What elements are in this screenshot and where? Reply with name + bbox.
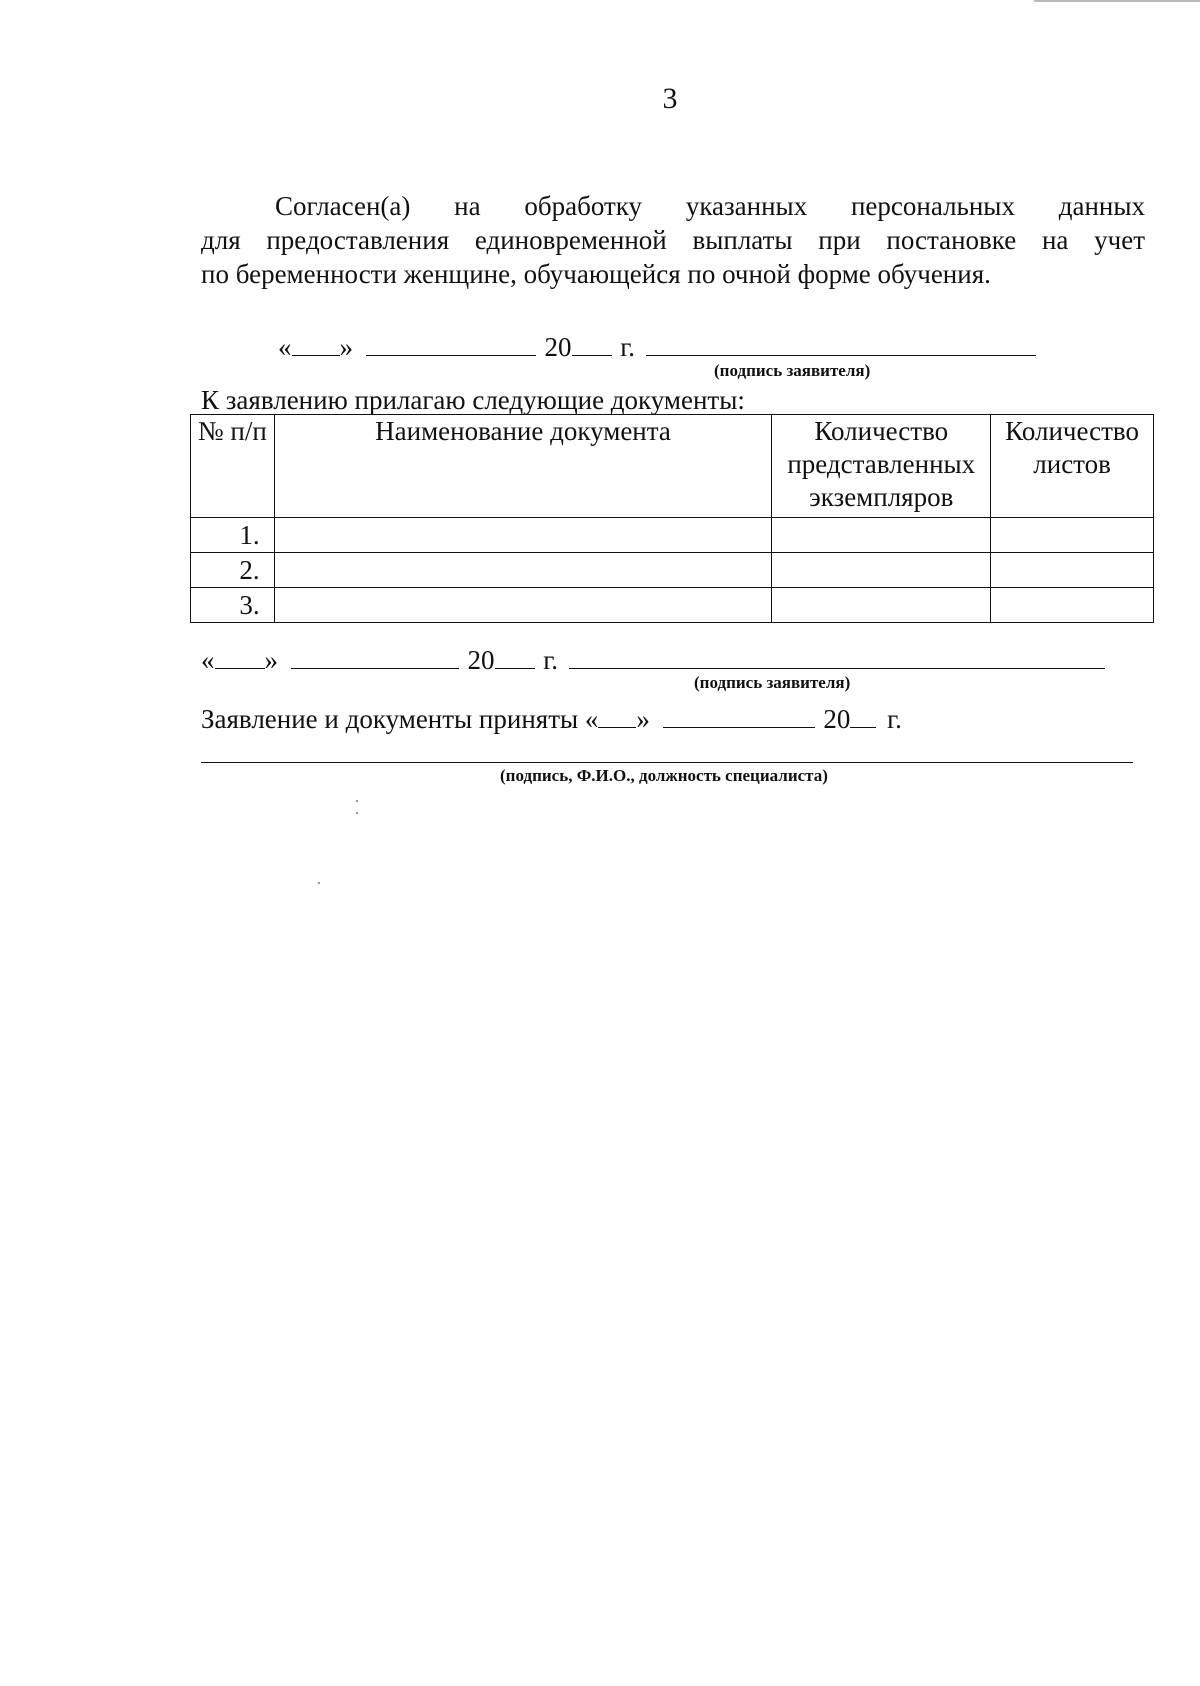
year-prefix: 20 xyxy=(467,645,495,675)
date-row-2 xyxy=(201,641,1105,676)
signature-field[interactable] xyxy=(569,641,1105,669)
consent-line-1: Согласен(а) на обработку указанных персональных данных xyxy=(275,191,1145,221)
month-field[interactable] xyxy=(663,700,815,728)
accepted-row xyxy=(201,700,902,735)
scan-edge-mark xyxy=(1034,0,1200,2)
day-field[interactable] xyxy=(292,328,340,356)
row-number: 2. xyxy=(191,553,275,588)
scan-speck xyxy=(356,812,358,814)
consent-paragraph xyxy=(201,189,1145,291)
row-number: 3. xyxy=(191,588,275,623)
row-sheets-cell[interactable] xyxy=(991,588,1154,623)
table-row xyxy=(191,518,1154,553)
year-field[interactable] xyxy=(850,700,876,728)
scan-speck xyxy=(356,800,358,802)
day-field[interactable] xyxy=(215,641,265,669)
row-copies-cell[interactable] xyxy=(772,518,991,553)
row-copies-cell[interactable] xyxy=(772,588,991,623)
year-prefix: 20 xyxy=(544,332,572,362)
month-field[interactable] xyxy=(366,328,536,356)
open-quote: « xyxy=(201,645,215,675)
attachments-table xyxy=(190,414,1154,623)
consent-line-2: для предоставления единовременной выплаты при постановке на учет xyxy=(201,225,1145,255)
page-number: 3 xyxy=(662,82,678,115)
accepted-text: Заявление и документы приняты xyxy=(201,704,579,734)
attachments-title: К заявлению прилагаю следующие документы: xyxy=(201,385,745,415)
row-doc-name-cell[interactable] xyxy=(274,518,772,553)
year-prefix: 20 xyxy=(823,704,851,734)
row-doc-name-cell[interactable] xyxy=(274,588,772,623)
scan-speck xyxy=(318,882,320,884)
year-field[interactable] xyxy=(495,641,535,669)
close-quote: » xyxy=(339,332,353,362)
table-row xyxy=(191,588,1154,623)
row-doc-name-cell[interactable] xyxy=(274,553,772,588)
header-sheets: Количество листов xyxy=(991,415,1154,518)
consent-line-3: по беременности женщине, обучающейся по очной форме обучения. xyxy=(201,259,991,289)
row-copies-cell[interactable] xyxy=(772,553,991,588)
signature-caption-2: (подпись заявителя) xyxy=(694,673,851,692)
year-suffix: г. xyxy=(620,332,636,362)
row-sheets-cell[interactable] xyxy=(991,518,1154,553)
table-header-row xyxy=(191,415,1154,518)
date-row-1 xyxy=(278,328,1036,363)
specialist-caption: (подпись, Ф.И.О., должность специалиста) xyxy=(500,766,828,785)
header-copies: Количество представленных экземпляров xyxy=(772,415,991,518)
specialist-signature-line[interactable] xyxy=(201,762,1133,763)
header-name: Наименование документа xyxy=(274,415,772,518)
month-field[interactable] xyxy=(291,641,459,669)
year-suffix: г. xyxy=(543,645,559,675)
header-num: № п/п xyxy=(191,415,275,518)
signature-caption-1: (подпись заявителя) xyxy=(714,361,871,380)
open-quote: « xyxy=(584,704,599,734)
close-quote: » xyxy=(264,645,278,675)
year-suffix: г. xyxy=(887,704,902,734)
signature-field[interactable] xyxy=(646,328,1036,356)
open-quote: « xyxy=(278,332,292,362)
year-field[interactable] xyxy=(572,328,612,356)
table-row xyxy=(191,553,1154,588)
row-sheets-cell[interactable] xyxy=(991,553,1154,588)
day-field[interactable] xyxy=(598,700,636,728)
close-quote: » xyxy=(636,704,650,734)
row-number: 1. xyxy=(191,518,275,553)
